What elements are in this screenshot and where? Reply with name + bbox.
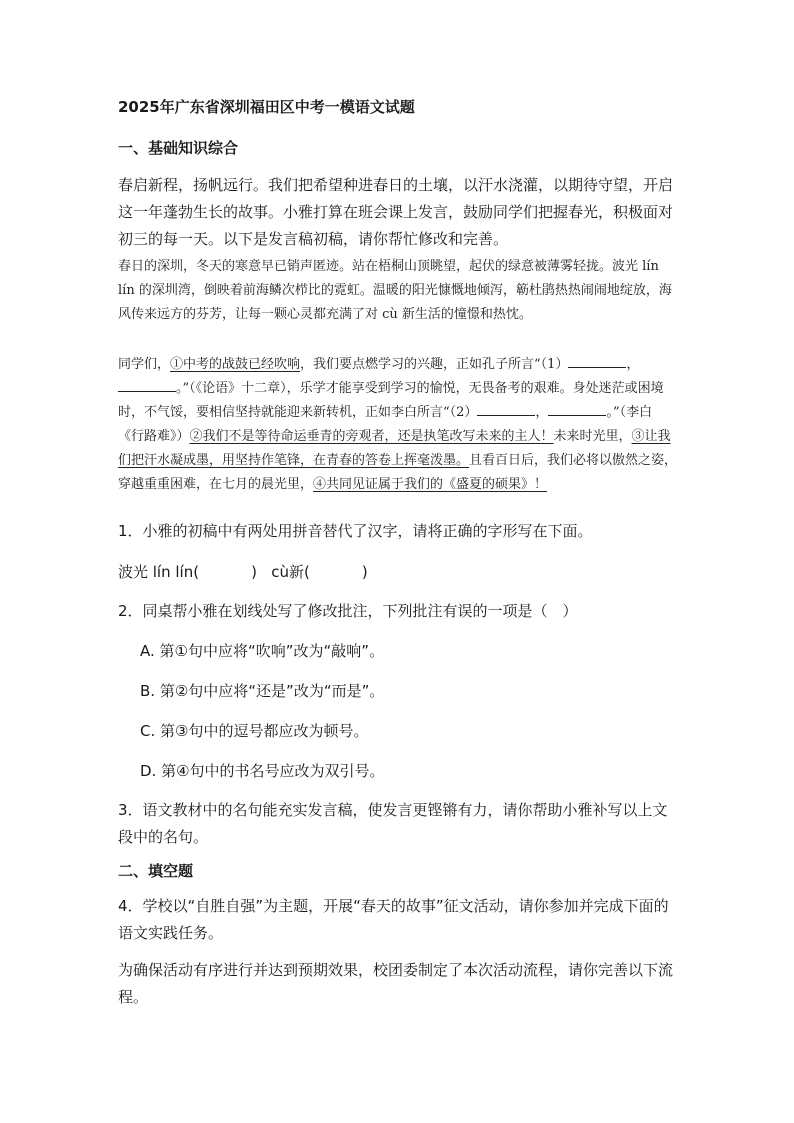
question-1-answer-line [118,559,678,586]
answer-close-1: ) [251,563,257,581]
fill-blank[interactable] [477,401,535,416]
answer-label-1: 波光 lín lín( [118,563,200,581]
draft-text: ，我们要点燃学习的兴趣，正如孔子所言“（1） [300,357,569,372]
question-4: 4．学校以“自胜自强”为主题，开展“春天的故事”征文活动，请你参加并完成下面的语文实践任务。 [118,897,669,942]
fill-blank[interactable] [118,377,176,392]
draft-text: 未来时光里， [553,429,632,444]
draft-text: ， [626,357,640,372]
underlined-sentence-4: ④共同见证属于我们的《盛夏的硕果》！ [313,477,548,492]
question-4-paragraph: 为确保活动有序进行并达到预期效果，校团委制定了本次活动流程，请你完善以下流程。 [118,961,674,1006]
question-2: 2．同桌帮小雅在划线处写了修改批注，下列批注有误的一项是（ ） [118,602,578,620]
option-c[interactable]: C. 第③句中的逗号都应改为顿号。 [140,722,369,740]
draft-paragraph-1: 春日的深圳，冬天的寒意早已销声匿迹。站在梧桐山顶眺望，起伏的绿意被薄雾轻拢。波光 lín lín 的深圳湾，倒映着前海鳞次栉比的霓虹。温暖的阳光慷慨地倾泻，簕杜鹃热热闹闹地绽放，海风传来远方的芬芳，让每一颗心灵都充满了对 cù 新生活的憧憬和热忱。 [118,259,672,322]
draft-text: 且看百日后，我们必将以傲然之姿，穿越重重困难，在七月的晨光里， [118,453,678,492]
question-3: 3．语文教材中的名句能充实发言稿，使发言更铿锵有力，请你帮助小雅补写以上文段中的名句。 [118,801,668,846]
draft-text: 。”（李白《行路难》） [118,405,653,444]
fill-blank[interactable] [548,401,606,416]
fill-blank[interactable] [568,353,626,368]
option-a[interactable]: A. 第①句中应将“吹响”改为“敲响”。 [140,642,385,660]
option-d[interactable]: D. 第④句中的书名号应改为双引号。 [140,762,385,780]
page-title: 2025年广东省深圳福田区中考一模语文试题 [118,98,415,116]
intro-paragraph: 春启新程，扬帆远行。我们把希望种进春日的土壤，以汗水浇灌，以期待守望，开启这一年蓬勃生长的故事。小雅打算在班会课上发言，鼓励同学们把握春光，积极面对初三的每一天。以下是发言稿初稿，请你帮忙修改和完善。 [118,176,674,248]
draft-text: 。”（《论语》十二章），乐学才能享受到学习的愉悦，无畏备考的艰难。身处迷茫或困境时，不气馁，要相信坚持就能迎来新转机，正如李白所言“（2） [118,381,664,420]
answer-label-2: cù新( [271,563,310,581]
underlined-sentence-2: ②我们不是等待命运垂青的旁观者，还是执笔改写未来的主人！ [189,429,554,444]
answer-close-2: ) [361,563,368,581]
draft-paragraph-2 [118,353,678,497]
underlined-sentence-3: ③让我们把汗水凝成墨，用坚持作笔锋，在青春的答卷上挥毫泼墨。 [118,429,671,468]
underlined-sentence-1: ①中考的战鼓已经吹响 [170,357,301,372]
section-heading-2: 二、填空题 [118,862,194,880]
question-1: 1．小雅的初稿中有两处用拼音替代了汉字，请将正确的字形写在下面。 [118,522,593,540]
draft-text: ， [535,405,549,420]
option-b[interactable]: B. 第②句中应将“还是”改为“而是”。 [140,682,385,700]
draft-text: 同学们， [118,357,171,372]
section-heading-1: 一、基础知识综合 [118,139,239,157]
